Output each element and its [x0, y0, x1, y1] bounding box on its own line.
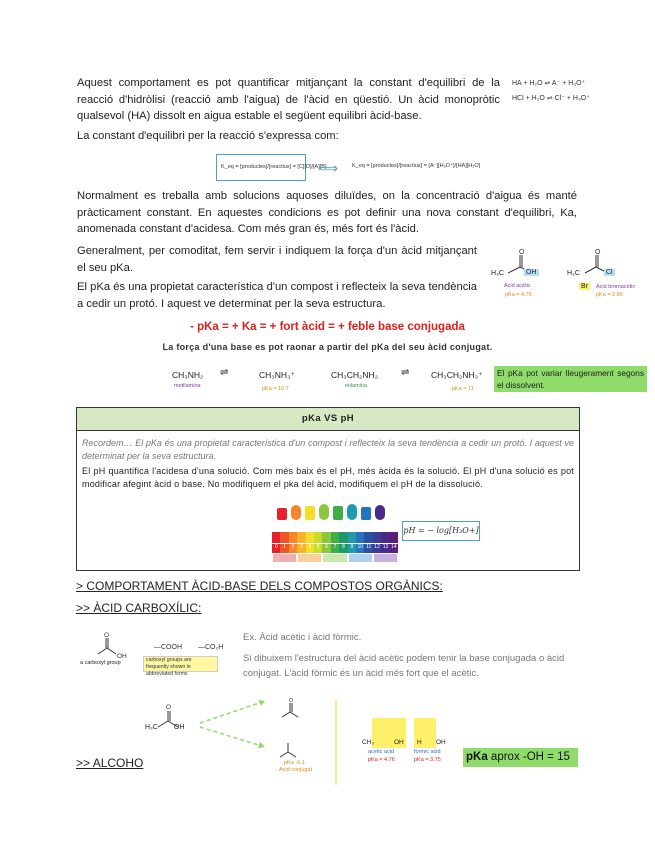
methylamine-name: metilamina	[174, 383, 201, 389]
carboxyl-label: a carboxyl group	[80, 660, 121, 666]
intro-paragraph-5: El pKa és una propietat característica d'un compost i reflecteix la seva tendència a cedir un protó. I aquest ve determinat per la seva estructura.	[77, 281, 477, 310]
ph-scale-numbers	[272, 544, 398, 553]
ph-segment	[364, 532, 372, 543]
acetic-oh-bottom: OH	[394, 739, 404, 746]
ph-segment	[306, 532, 314, 543]
bottom-oh: OH	[174, 724, 185, 731]
summary-pka-value: aprox -OH = 15	[487, 751, 570, 763]
carboxyl-description: Si dibuixem l'estructura del àcid acètic podem tenir la base conjugada o àcid conjugat. L'àcid fòrmic és un àcid més fort que el acètic.	[243, 653, 565, 679]
ph-segment	[348, 532, 356, 543]
ph-number: 13	[381, 544, 389, 553]
methylammonium: CH₃NH₃⁺	[259, 370, 295, 380]
keq-box	[216, 154, 327, 181]
svg-text:OH: OH	[117, 653, 127, 660]
bromo-left: H₃C	[567, 270, 580, 277]
summary-pka-label: pKa	[466, 751, 488, 763]
alcohol-pka-summary	[463, 748, 578, 767]
ph-scale-graphic	[270, 500, 400, 565]
acetic-pka-bottom: pKa = 4.76	[368, 757, 395, 763]
equilibrium-arrow-icon: ⇌	[220, 367, 229, 378]
equilibrium-ha: HA + H₂O ⇌ A⁻ + H₃O⁺	[512, 80, 586, 87]
intro-paragraph-1: Aquest comportament es pot quantificar mitjançant la constant d'equilibri de la reacció d'hidròlisi (reacció amb l'aigua) de l'àcid en qüestió. Un àcid monopròtic qualsevol (HA) dissolt en aigua estable el següent equilibri àcid-base.	[77, 77, 500, 122]
base-strength-note: La força d'una base es pot raonar a partir del pKa del seu àcid conjugat.	[162, 342, 493, 352]
arrow-to-acid	[200, 727, 265, 747]
carboxyl-note: carboxyl groups are frequently shown in abbreviated forms	[143, 656, 218, 672]
svg-text:O: O	[519, 249, 525, 256]
ph-number: 1	[280, 544, 288, 553]
bromo-br: Br	[581, 283, 588, 290]
ph-icon-row	[272, 554, 398, 562]
equilibrium-hcl: HCl + H₂O ⇌ Cl⁻ + H₃O⁺	[512, 95, 590, 102]
conj-sub: Acid conjugat	[279, 767, 313, 773]
formic-pka: pKa = 3.75	[414, 757, 441, 763]
methylamine: CH₃NH₂	[172, 370, 204, 380]
ethylamine: CH₃CH₂NH₂	[331, 370, 378, 380]
section-organics: > COMPORTAMENT ÀCID-BASE DELS COMPOSTOS ORGÀNICS:	[76, 579, 443, 593]
keq-acid: K_eq = [productes]/[reactius] = [A⁻][H₃O⁺]/[HA][H₂O]	[352, 163, 481, 169]
conjugate-diagram-svg	[140, 695, 350, 785]
conj-acid-skeleton	[280, 743, 296, 757]
formic-h: H	[417, 739, 422, 746]
svg-text:O: O	[289, 698, 294, 704]
ph-number: 12	[373, 544, 381, 553]
ph-segment	[331, 532, 339, 543]
ethylammonium-pka: pKa = 11	[452, 386, 474, 392]
ph-segment	[339, 532, 347, 543]
ph-segment	[272, 532, 280, 543]
ethylamine-name: etilamina	[345, 383, 368, 389]
ph-number: 6	[322, 544, 330, 553]
acetic-left: H₃C	[491, 270, 504, 277]
ph-segment	[297, 532, 305, 543]
ph-number: 9	[348, 544, 356, 553]
methylammonium-pka: pKa = 10.7	[262, 386, 289, 392]
acetic-label: acetic acid	[368, 749, 394, 755]
ph-formula: pH = − log[H₃O+]	[402, 521, 480, 541]
bromo-name: Àcid bromacètic	[596, 284, 636, 290]
ph-segment	[381, 532, 389, 543]
ph-segment	[356, 532, 364, 543]
conj-pka: pKa -6.1	[284, 760, 305, 766]
intro-paragraph-3: Normalment es treballa amb solucions aquoses diluïdes, on la concentració d'aigua és manté pràcticament constant. En aquestes condicions es pot definir una nova constant d'equilibri, Ka, anomenada constant d'acidesa. Com més gran és, més fort és l'àcid.	[77, 190, 577, 235]
ph-number: 0	[272, 544, 280, 553]
ethylammonium: CH₃CH₂NH₃⁺	[431, 370, 483, 380]
pka-vs-ph-title: pKa VS pH	[77, 408, 579, 431]
ph-segment	[322, 532, 330, 543]
ph-color-bar	[272, 532, 398, 543]
ph-segment	[289, 532, 297, 543]
svg-text:O: O	[595, 249, 601, 256]
ph-number: 2	[289, 544, 297, 553]
bottom-h3c: H₃C	[145, 724, 158, 731]
equilibrium-arrow-icon-2: ⇌	[401, 367, 410, 378]
ph-number: 10	[356, 544, 364, 553]
intro-paragraph-4: Generalment, per comoditat, fem servir i indiquem la força d'un àcid mitjançant el seu pKa.	[77, 245, 477, 274]
ph-segment	[280, 532, 288, 543]
keq-general: K_eq = [productes]/[reactius] = [C][D]/[A][B]	[221, 164, 327, 170]
ph-number: 14	[390, 544, 398, 553]
acetic-name: Àcid acètic	[504, 283, 531, 289]
section-carboxylic: >> ÀCID CARBOXÍLIC:	[76, 601, 202, 615]
solvent-note: El pKa pot variar lleugerament segons el dissolvent.	[494, 366, 647, 392]
ph-number: 4	[306, 544, 314, 553]
bromo-cl: Cl	[606, 269, 613, 276]
svg-text:O: O	[104, 632, 110, 639]
formic-oh: OH	[436, 739, 446, 746]
acetic-ch3: CH₃	[362, 739, 375, 746]
example-text: Ex. Àcid acètic i àcid fòrmic.	[243, 632, 362, 643]
ph-description: El pH quantifica l'acidesa d'una solució. Com més baix és el pH, més àcida és la solució. El pH d'una solució es pot modificar afegint àcid o base. No modifiquem el pka del àcid, modifiquem el pH de la dissolució.	[82, 466, 574, 489]
svg-text:O: O	[166, 704, 172, 711]
cooh-formula: —COOH	[154, 644, 182, 651]
ph-number: 7	[331, 544, 339, 553]
ph-number: 5	[314, 544, 322, 553]
ph-number: 8	[339, 544, 347, 553]
recordem-text: Recordem… El pKa és una propietat característica d'un compost i reflecteix la seva tendència a cedir un protó. I aquest ve determinat per la seva estructura.	[82, 438, 574, 461]
ph-segment	[390, 532, 398, 543]
ph-segment	[314, 532, 322, 543]
section-alcohol: >> ALCOHO	[76, 756, 144, 770]
formic-label: formic acid	[414, 749, 441, 755]
ph-scale-icons	[275, 502, 395, 530]
pka-rule: - pKa = + Ka = + fort àcid = + feble base conjugada	[190, 321, 465, 333]
ph-number: 3	[297, 544, 305, 553]
ph-number: 11	[364, 544, 372, 553]
intro-paragraph-2: La constant d'equilibri per la reacció s'expressa com:	[77, 130, 339, 142]
acetic-oh: OH	[526, 269, 537, 276]
acetic-pka: pKa = 4.76	[505, 292, 532, 298]
arrow-to-base	[200, 701, 265, 723]
top-molecules-svg	[488, 245, 648, 285]
bromo-pka: pKa = 2.86	[596, 292, 623, 298]
ph-segment	[373, 532, 381, 543]
conj-base-skeleton	[282, 703, 298, 717]
implies-arrow-icon: ⟹	[318, 160, 339, 176]
co2h-formula: —CO₂H	[198, 644, 224, 651]
